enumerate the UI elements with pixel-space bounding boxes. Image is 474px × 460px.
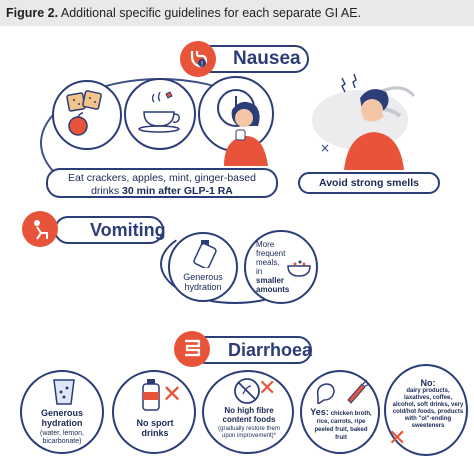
tea-cup-icon	[126, 80, 194, 148]
vomiting-title: Vomiting	[54, 216, 164, 244]
fibre-bubble	[202, 370, 294, 454]
vomiting-hydration-label: Generous hydration	[183, 272, 223, 292]
meals-line3: meals,	[256, 258, 280, 267]
intestine-icon	[174, 331, 210, 367]
food-tip-line2-pre: drinks	[91, 185, 123, 197]
vomiting-person-icon	[22, 211, 58, 247]
diarrhoea-title: Diarrhoea	[192, 336, 312, 364]
water-bottle-icon	[190, 238, 220, 268]
diarrhoea-hydration-sub: (water, lemon, bicarbonate)	[40, 430, 84, 445]
tea-bubble	[124, 78, 196, 150]
meals-line2: frequent	[256, 249, 286, 258]
diarrhoea-hydration-bubble	[20, 370, 104, 454]
man-smelling-illustration	[300, 70, 430, 170]
caption-label: Figure 2.	[6, 6, 59, 20]
yes-foods-bubble	[300, 370, 380, 454]
glass-icon	[50, 376, 78, 406]
no-fibre-sub: (gradually restore them upon improvement)*	[218, 426, 280, 439]
stomach-icon	[180, 41, 216, 77]
nausea-title: Nausea	[197, 45, 309, 73]
chicken-carrot-icon	[308, 378, 374, 404]
no-foods-bubble	[384, 364, 468, 456]
meals-bubble	[244, 230, 318, 304]
meals-line5: smaller	[256, 276, 285, 285]
woman-drinking-illustration	[214, 96, 284, 166]
no-fibre-label: No high fibre content foods	[222, 406, 276, 424]
nausea-food-tip	[46, 168, 278, 198]
no-foods-x-icon: ✕	[388, 426, 407, 451]
no-fibre-x-icon: ✕	[258, 376, 277, 401]
food-tip-line1: Eat crackers, apples, mint, ginger-based	[68, 172, 256, 184]
food-tip-timing: 30 min after GLP-1 RA	[122, 185, 233, 197]
bowl-icon	[286, 256, 312, 278]
diarrhoea-hydration-label: Generous hydration	[40, 408, 83, 428]
food-tip-line2	[48, 185, 276, 198]
crackers-icon	[54, 82, 120, 148]
no-sport-label: No sport drinks	[136, 418, 174, 438]
meals-text	[256, 240, 290, 294]
sport-drinks-bubble	[112, 370, 196, 454]
yes-foods-list: chicken broth, rice, carrots, ripe peeled fruit, baked fruit	[314, 411, 372, 441]
no-foods-list: dairy products, laxatives, coffee, alcohol, soft drinks, very cold/hot foods, products with "ol"-ending sweeteners	[392, 388, 464, 429]
meals-line4: in	[256, 267, 263, 276]
caption-text: Additional specific guidelines for each separate GI AE.	[58, 6, 362, 20]
yes-foods-text	[308, 408, 374, 442]
svg-text:×: ×	[320, 141, 331, 155]
no-sport-x-icon: ✕	[162, 380, 183, 408]
nausea-smell-tip: Avoid strong smells	[298, 172, 440, 194]
meals-line6: amounts	[256, 285, 290, 294]
sport-drink-bottle-icon	[140, 378, 162, 412]
figure-caption	[0, 0, 474, 26]
meals-line1: More	[256, 240, 275, 249]
yes-label: Yes:	[310, 407, 329, 417]
hydration-bubble	[168, 232, 238, 302]
crackers-apple-bubble	[52, 80, 122, 150]
no-label: No:	[420, 378, 436, 388]
svg-text:!: !	[200, 60, 204, 68]
